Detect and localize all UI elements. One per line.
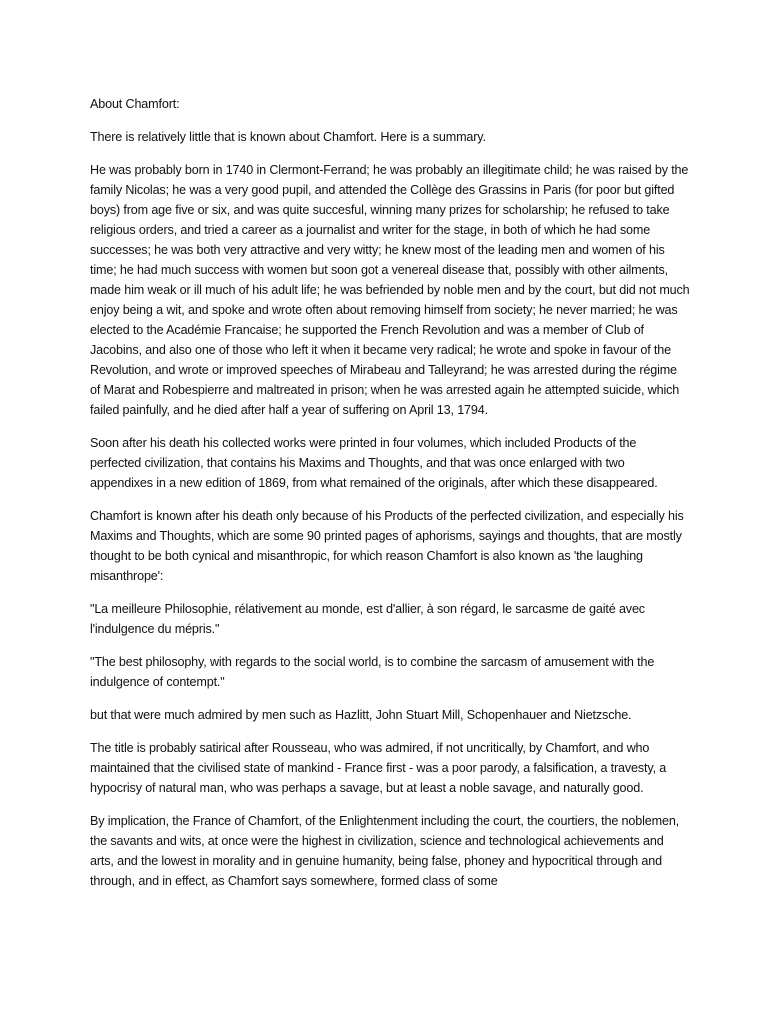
document-heading: About Chamfort: — [90, 97, 180, 111]
paragraph-collected-works: Soon after his death his collected works were printed in four volumes, which included Products of the perfected civilization, that contains his Maxims and Thoughts, and that was once enlarged with two appendixes in a new edition of 1869, from what remained of the originals, after which these disappeared. — [90, 436, 658, 490]
paragraph-implication: By implication, the France of Chamfort, of the Enlightenment including the court, the courtiers, the noblemen, the savants and wits, at once were the highest in civilization, science and technological achievements and arts, and the lowest in morality and in genuine humanity, being false, phoney and hypocritical through and through, and in effect, as Chamfort says somewhere, formed class of some — [90, 814, 680, 888]
paragraph-intro: There is relatively little that is known about Chamfort. Here is a summary. — [90, 130, 486, 144]
paragraph-biography: He was probably born in 1740 in Clermont-Ferrand; he was probably an illegitimate child; he was raised by the family Nicolas; he was a very good pupil, and attended the Collège des Grassins in Paris (for poor but gifted boys) from age five or six, and was quite succesful, winning many prizes for scholarship; he refused to take religious orders, and tried a career as a journalist and writer for the stage, in both of which he had some successes; he was both very attractive and very witty; he knew most of the leading men and women of his time; he had much success with women but soon got a venereal disease that, possibly with other ailments, made him weak or ill much of his adult life; he was befriended by noble men and by the court, but did not much enjoy being a wit, and spoke and wrote often about removing himself from society; he never married; he was elected to the Académie Francaise; he supported the French Revolution and was a member of Club of Jacobins, and also one of those who left it when it became very radical; he wrote and spoke in favour of the Revolution, and wrote or improved speeches of Mirabeau and Talleyrand; he was arrested during the régime of Marat and Robespierre and maltreated in prison; when he was arrested again he attempted suicide, which failed painfully, and he died after half a year of suffering on April 13, 1794. — [90, 163, 690, 417]
paragraph-maxims: Chamfort is known after his death only because of his Products of the perfected civilization, and especially his Maxims and Thoughts, which are some 90 printed pages of aphorisms, sayings and thoughts, that are mostly thought to be both cynical and misanthropic, for which reason Chamfort is also known as 'the laughing misanthrope': — [90, 509, 684, 583]
quote-french: "La meilleure Philosophie, rélativement au monde, est d'allier, à son régard, le sarcasme de gaité avec l'indulgence du mépris." — [90, 602, 645, 636]
paragraph-admirers: but that were much admired by men such as Hazlitt, John Stuart Mill, Schopenhauer and Nietzsche. — [90, 708, 632, 722]
quote-english: "The best philosophy, with regards to the social world, is to combine the sarcasm of amusement with the indulgence of contempt." — [90, 655, 655, 689]
paragraph-title-satire: The title is probably satirical after Rousseau, who was admired, if not uncritically, by Chamfort, and who maintained that the civilised state of mankind - France first - was a poor parody, a falsification, a travesty, a hypocrisy of natural man, who was perhaps a savage, but at least a noble savage, and naturally good. — [90, 741, 667, 795]
document-body — [90, 94, 690, 904]
